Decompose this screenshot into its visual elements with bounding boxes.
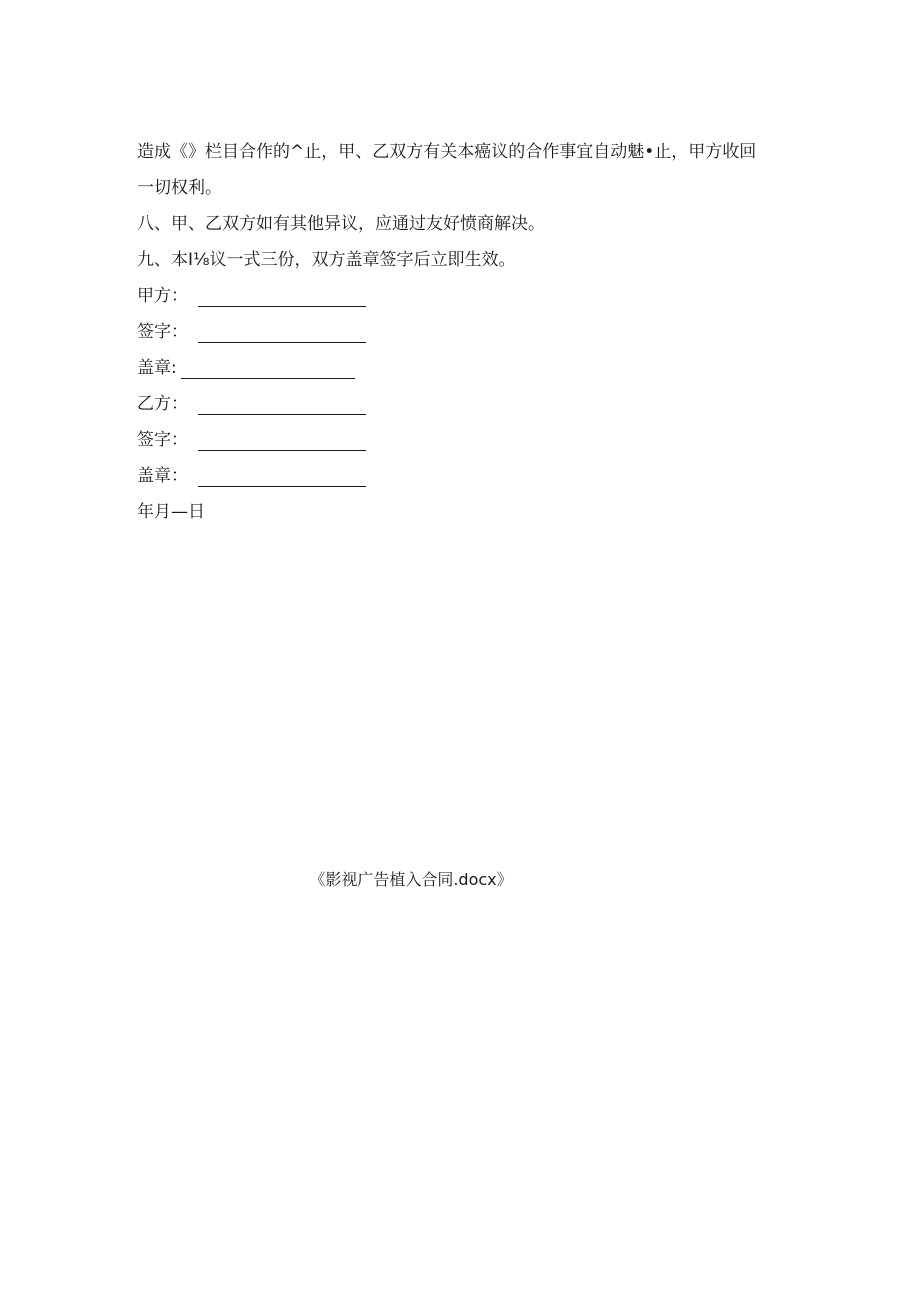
- paragraph-effectiveness: 九、本I⅛议一式三份，双方盖章签字后立即生效。: [137, 250, 516, 270]
- party-b-line: [137, 386, 777, 422]
- party-a-label: 甲方：: [137, 286, 188, 306]
- party-b-signature-label: 签字：: [137, 430, 188, 450]
- party-b-signature-line: [137, 422, 777, 458]
- party-b-label: 乙方：: [137, 394, 188, 414]
- party-b-blank: [198, 394, 366, 415]
- party-a-seal-blank: [181, 358, 355, 379]
- party-b-signature-blank: [198, 430, 366, 451]
- date-line: 年月—日: [137, 502, 205, 522]
- party-b-seal-label: 盖章：: [137, 466, 188, 486]
- party-b-seal-line: [137, 458, 777, 494]
- paragraph-termination: 造成《》栏目合作的^止，甲、乙双方有关本癌议的合作事宜自动魅•止，甲方收回一切权利。: [137, 142, 757, 198]
- document-footer: [0, 868, 920, 892]
- footer-filename: 《影视广告植入合同.docx》: [309, 870, 513, 889]
- party-b-seal-blank: [198, 466, 366, 487]
- party-a-signature-blank: [198, 322, 366, 343]
- party-a-blank: [198, 286, 366, 307]
- party-a-signature-label: 签字：: [137, 322, 188, 342]
- party-a-signature-line: [137, 314, 777, 350]
- party-a-line: [137, 278, 777, 314]
- document-body: [137, 134, 777, 530]
- party-a-seal-line: [137, 350, 777, 386]
- party-a-seal-label: 盖章:: [137, 358, 177, 378]
- paragraph-disputes: 八、甲、乙双方如有其他异议，应通过友好愤商解决。: [137, 214, 545, 234]
